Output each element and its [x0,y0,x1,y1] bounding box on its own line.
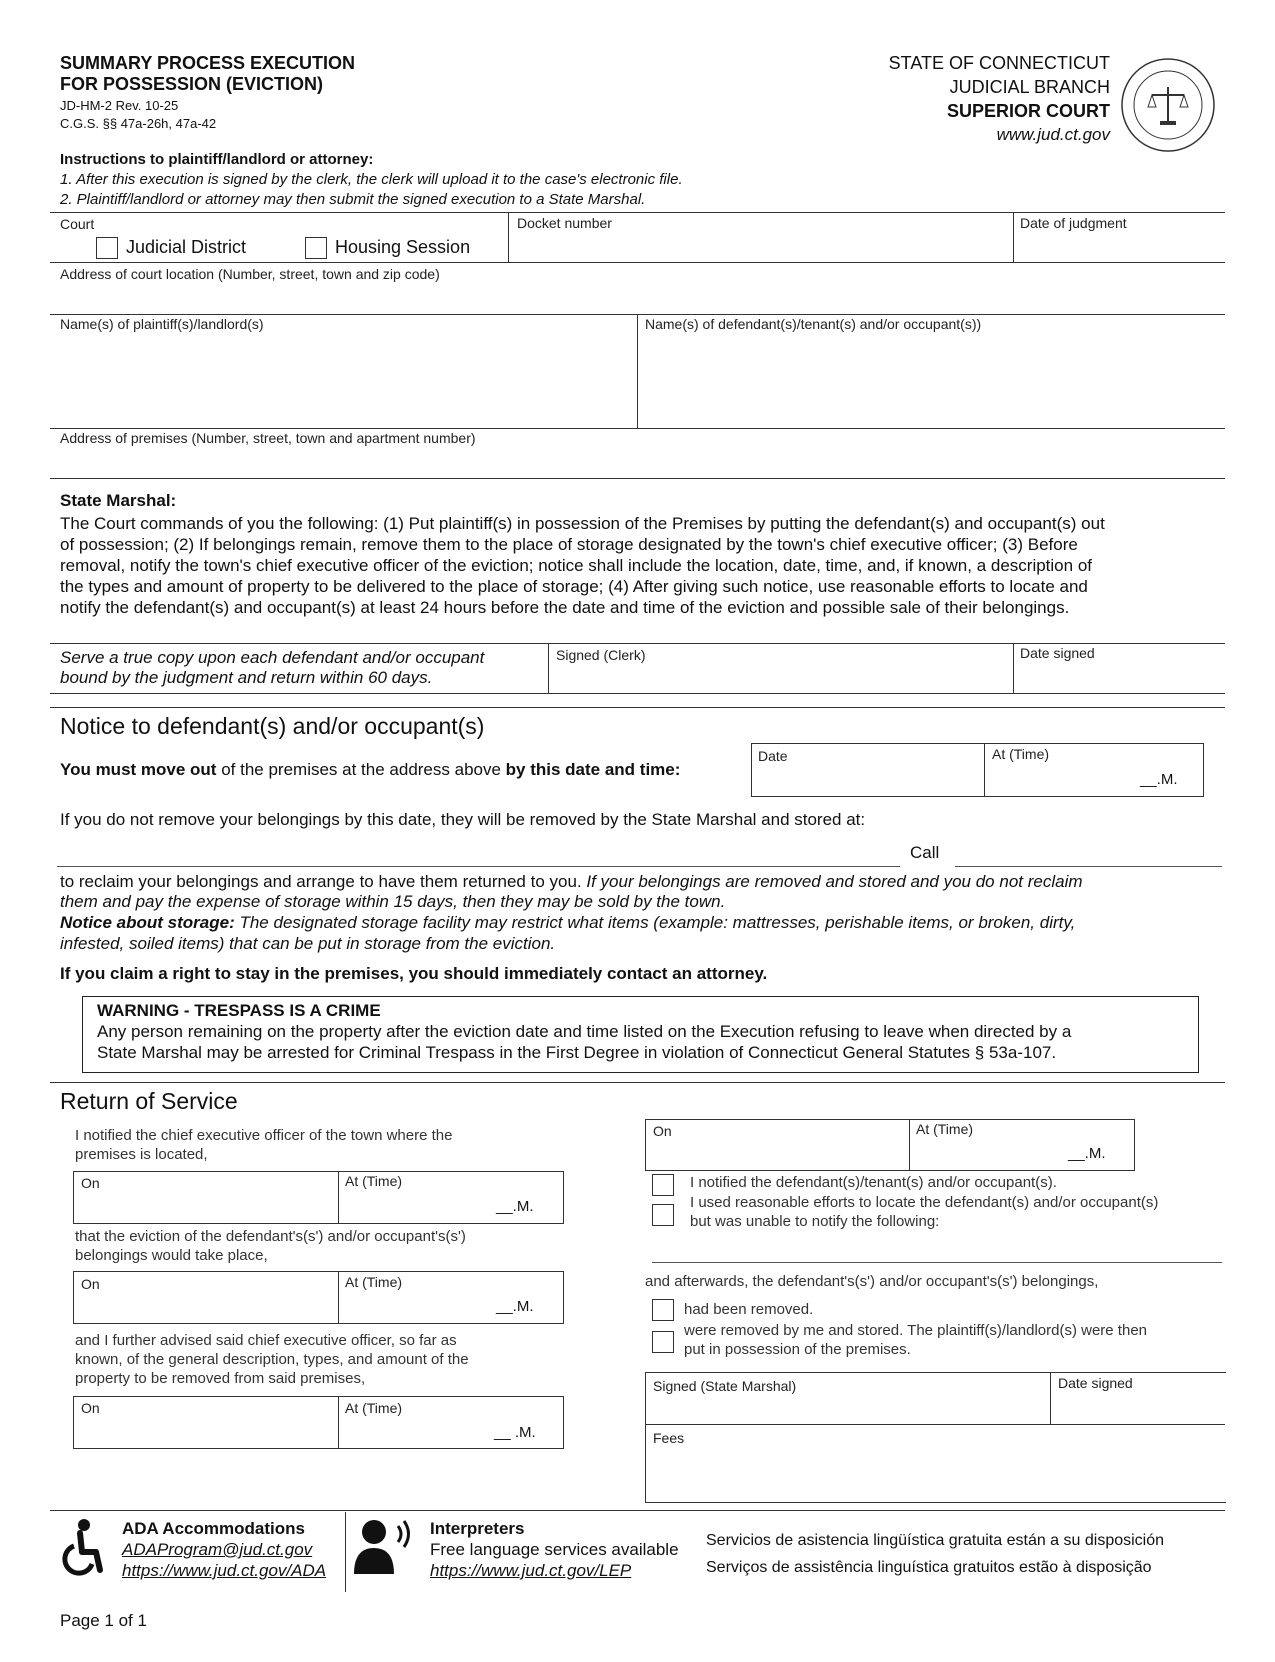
at-time-label-1: At (Time) [345,1173,403,1189]
instruction-1: 1. After this execution is signed by the clerk, the clerk will upload it to the case's electronic file. [60,171,683,188]
interpreter-speaking-icon [352,1518,416,1576]
marshal-line-4: the types and amount of property to be delivered to the place of storage; (4) After giving such notice, use reasonable efforts to locate and [60,577,1088,596]
reclaim-line-2: them and pay the expense of storage within 15 days, then they may be sold by the town. [60,892,726,911]
meridiem-1: __.M. [496,1198,534,1215]
interpreters-title: Interpreters [430,1519,525,1538]
statutes: C.G.S. §§ 47a-26h, 47a-42 [60,116,217,131]
premises-label: Address of premises (Number, street, town and apartment number) [60,430,476,446]
marshal-line-5: notify the defendant(s) and occupant(s) at least 24 hours before the date and time of the eviction and possible sale of their belongings. [60,598,1070,617]
removed-stored-line-1: were removed by me and stored. The plaintiff(s)/landlord(s) were then [684,1322,1148,1339]
premises-field[interactable] [56,448,1216,476]
housing-session-label: Housing Session [335,237,471,257]
storage-line-2: infested, soiled items) that can be put in storage from the eviction. [60,934,556,953]
remove-belongings-text: If you do not remove your belongings by this date, they will be removed by the State Marshal and stored at: [60,810,866,829]
date-judgment-field[interactable] [1014,233,1222,259]
state-name: STATE OF CONNECTICUT [888,53,1110,73]
claim-right-text: If you claim a right to stay in the premises, you should immediately contact an attorney. [60,964,768,983]
wheelchair-icon [58,1518,106,1576]
unable-to-notify-names-field[interactable] [652,1238,1222,1262]
unable-to-notify-line-1: I used reasonable efforts to locate the defendant(s) and/or occupant(s) [690,1194,1159,1211]
warning-line-2: State Marshal may be arrested for Criminal Trespass in the First Degree in violation of Connecticut General Statutes § 53a-107. [97,1043,1057,1062]
clerk-date-signed-field[interactable] [1017,665,1222,690]
afterwards-text: and afterwards, the defendant's(s') and/or occupant's(s') belongings, [645,1273,1099,1290]
on-date-field-1[interactable] [75,1193,335,1220]
had-been-removed-checkbox[interactable] [652,1299,674,1321]
unable-to-notify-checkbox[interactable] [652,1204,674,1226]
judicial-district-checkbox[interactable] [96,237,118,259]
at-time-label-4: At (Time) [916,1121,974,1137]
eviction-line-2: belongings would take place, [75,1247,268,1264]
instructions-heading: Instructions to plaintiff/landlord or attorney: [60,151,374,168]
signed-marshal-field[interactable] [648,1396,1046,1422]
storage-line-1: Notice about storage: The designated storage facility may restrict what items (example: mattresses, perishable items, or broken, dirty, [60,913,1076,932]
portuguese-notice: Serviços de assistência linguística gratuitos estão à disposição [706,1559,1152,1576]
warning-title: WARNING - TRESPASS IS A CRIME [97,1001,381,1020]
reclaim-line-1: to reclaim your belongings and arrange to have them returned to you. If your belongings are removed and stored and you do not reclaim [60,872,1083,891]
docket-field[interactable] [509,233,1009,259]
plaintiff-label: Name(s) of plaintiff(s)/landlord(s) [60,316,264,332]
unable-to-notify-line-2: but was unable to notify the following: [690,1213,940,1230]
marshal-date-signed-label: Date signed [1058,1375,1133,1391]
on-date-field-3[interactable] [75,1418,335,1445]
serve-line-2: bound by the judgment and return within 60 days. [60,668,433,687]
signed-clerk-label: Signed (Clerk) [556,647,646,663]
advised-line-1: and I further advised said chief executive officer, so far as [75,1332,457,1349]
court-address-field[interactable] [56,284,1216,312]
docket-label: Docket number [517,215,612,231]
marshal-heading: State Marshal: [60,491,177,510]
eviction-line-1: that the eviction of the defendant's(s') and/or occupant's(s') [75,1228,466,1245]
move-date-field[interactable] [752,765,980,793]
instruction-2: 2. Plaintiff/landlord or attorney may then submit the signed execution to a State Marshal. [60,191,646,208]
ada-email-link[interactable]: ADAProgram@jud.ct.gov [122,1540,313,1559]
form-number: JD-HM-2 Rev. 10-25 [60,98,179,113]
notified-defendants-label: I notified the defendant(s)/tenant(s) and/or occupant(s). [690,1174,1057,1191]
on-label-1: On [81,1175,100,1191]
meridiem-3: __ .M. [494,1424,536,1441]
signed-clerk-field[interactable] [552,665,1008,690]
on-date-field-2[interactable] [75,1293,335,1320]
at-time-field-4[interactable] [911,1141,1061,1167]
on-label-3: On [81,1400,100,1416]
at-time-label-3: At (Time) [345,1400,403,1416]
removed-and-stored-checkbox[interactable] [652,1331,674,1353]
at-time-field-1[interactable] [340,1193,490,1220]
housing-session-checkbox[interactable] [305,237,327,259]
marshal-line-1: The Court commands of you the following: (1) Put plaintiff(s) in possession of the Premises by putting the defendant(s) and occupant(s) out [60,514,1105,533]
move-time-label: At (Time) [992,746,1050,762]
website: www.jud.ct.gov [996,125,1110,144]
judicial-seal [1118,55,1218,155]
marshal-date-signed-field[interactable] [1053,1396,1221,1422]
branch-name: JUDICIAL BRANCH [949,77,1110,97]
storage-location-field[interactable] [57,840,900,866]
call-label: Call [910,843,940,862]
notified-line-2: premises is located, [75,1146,208,1163]
form-title: SUMMARY PROCESS EXECUTION [60,53,356,73]
call-phone-field[interactable] [955,840,1222,866]
had-been-removed-label: had been removed. [684,1301,814,1318]
notice-heading: Notice to defendant(s) and/or occupant(s) [60,713,485,739]
ada-url-link[interactable]: https://www.jud.ct.gov/ADA [122,1561,327,1580]
serve-line-1: Serve a true copy upon each defendant and/or occupant [60,648,485,667]
judicial-district-label: Judicial District [126,237,247,257]
spanish-notice: Servicios de asistencia lingüística gratuita están a su disposición [706,1532,1165,1549]
plaintiff-field[interactable] [56,334,631,424]
move-time-field[interactable] [986,765,1136,793]
marshal-line-2: of possession; (2) If belongings remain, remove them to the place of storage designated by the town's chief executive officer; (3) Before [60,535,1078,554]
on-date-field-4[interactable] [647,1141,905,1167]
court-label: Court [60,216,95,232]
form-subtitle: FOR POSSESSION (EVICTION) [60,74,324,94]
date-judgment-label: Date of judgment [1020,215,1127,231]
at-time-field-2[interactable] [340,1293,490,1320]
move-time-meridiem: __.M. [1140,771,1178,788]
removed-stored-line-2: put in possession of the premises. [684,1341,911,1358]
warning-line-1: Any person remaining on the property after the eviction date and time listed on the Execution refusing to leave when directed by a [97,1022,1072,1041]
advised-line-2: known, of the general description, types, and amount of the [75,1351,469,1368]
defendant-label: Name(s) of defendant(s)/tenant(s) and/or occupant(s)) [645,316,982,332]
notified-line-1: I notified the chief executive officer of the town where the [75,1127,453,1144]
meridiem-4: __.M. [1068,1145,1106,1162]
marshal-line-3: removal, notify the town's chief executive officer of the eviction; notice shall include the location, date, time, and, if known, a description of [60,556,1092,575]
ada-title: ADA Accommodations [122,1519,305,1538]
page-number: Page 1 of 1 [60,1611,147,1630]
at-time-field-3[interactable] [340,1418,490,1445]
move-date-label: Date [758,748,788,764]
signed-marshal-label: Signed (State Marshal) [653,1378,797,1394]
at-time-label-2: At (Time) [345,1274,403,1290]
fees-label: Fees [653,1430,685,1446]
move-out-text: You must move out of the premises at the address above by this date and time: [60,760,681,779]
interpreters-url-link[interactable]: https://www.jud.ct.gov/LEP [430,1561,632,1580]
court-address-label: Address of court location (Number, street, town and zip code) [60,266,440,282]
date-signed-label: Date signed [1020,645,1095,661]
notified-defendants-checkbox[interactable] [652,1174,674,1196]
meridiem-2: __.M. [496,1298,534,1315]
advised-line-3: property to be removed from said premises, [75,1370,366,1387]
interpreters-text: Free language services available [430,1540,679,1559]
on-label-4: On [653,1123,672,1139]
fees-field[interactable] [648,1448,1220,1498]
on-label-2: On [81,1276,100,1292]
defendant-field[interactable] [642,334,1220,424]
court-name: SUPERIOR COURT [946,101,1110,121]
return-heading: Return of Service [60,1088,238,1114]
